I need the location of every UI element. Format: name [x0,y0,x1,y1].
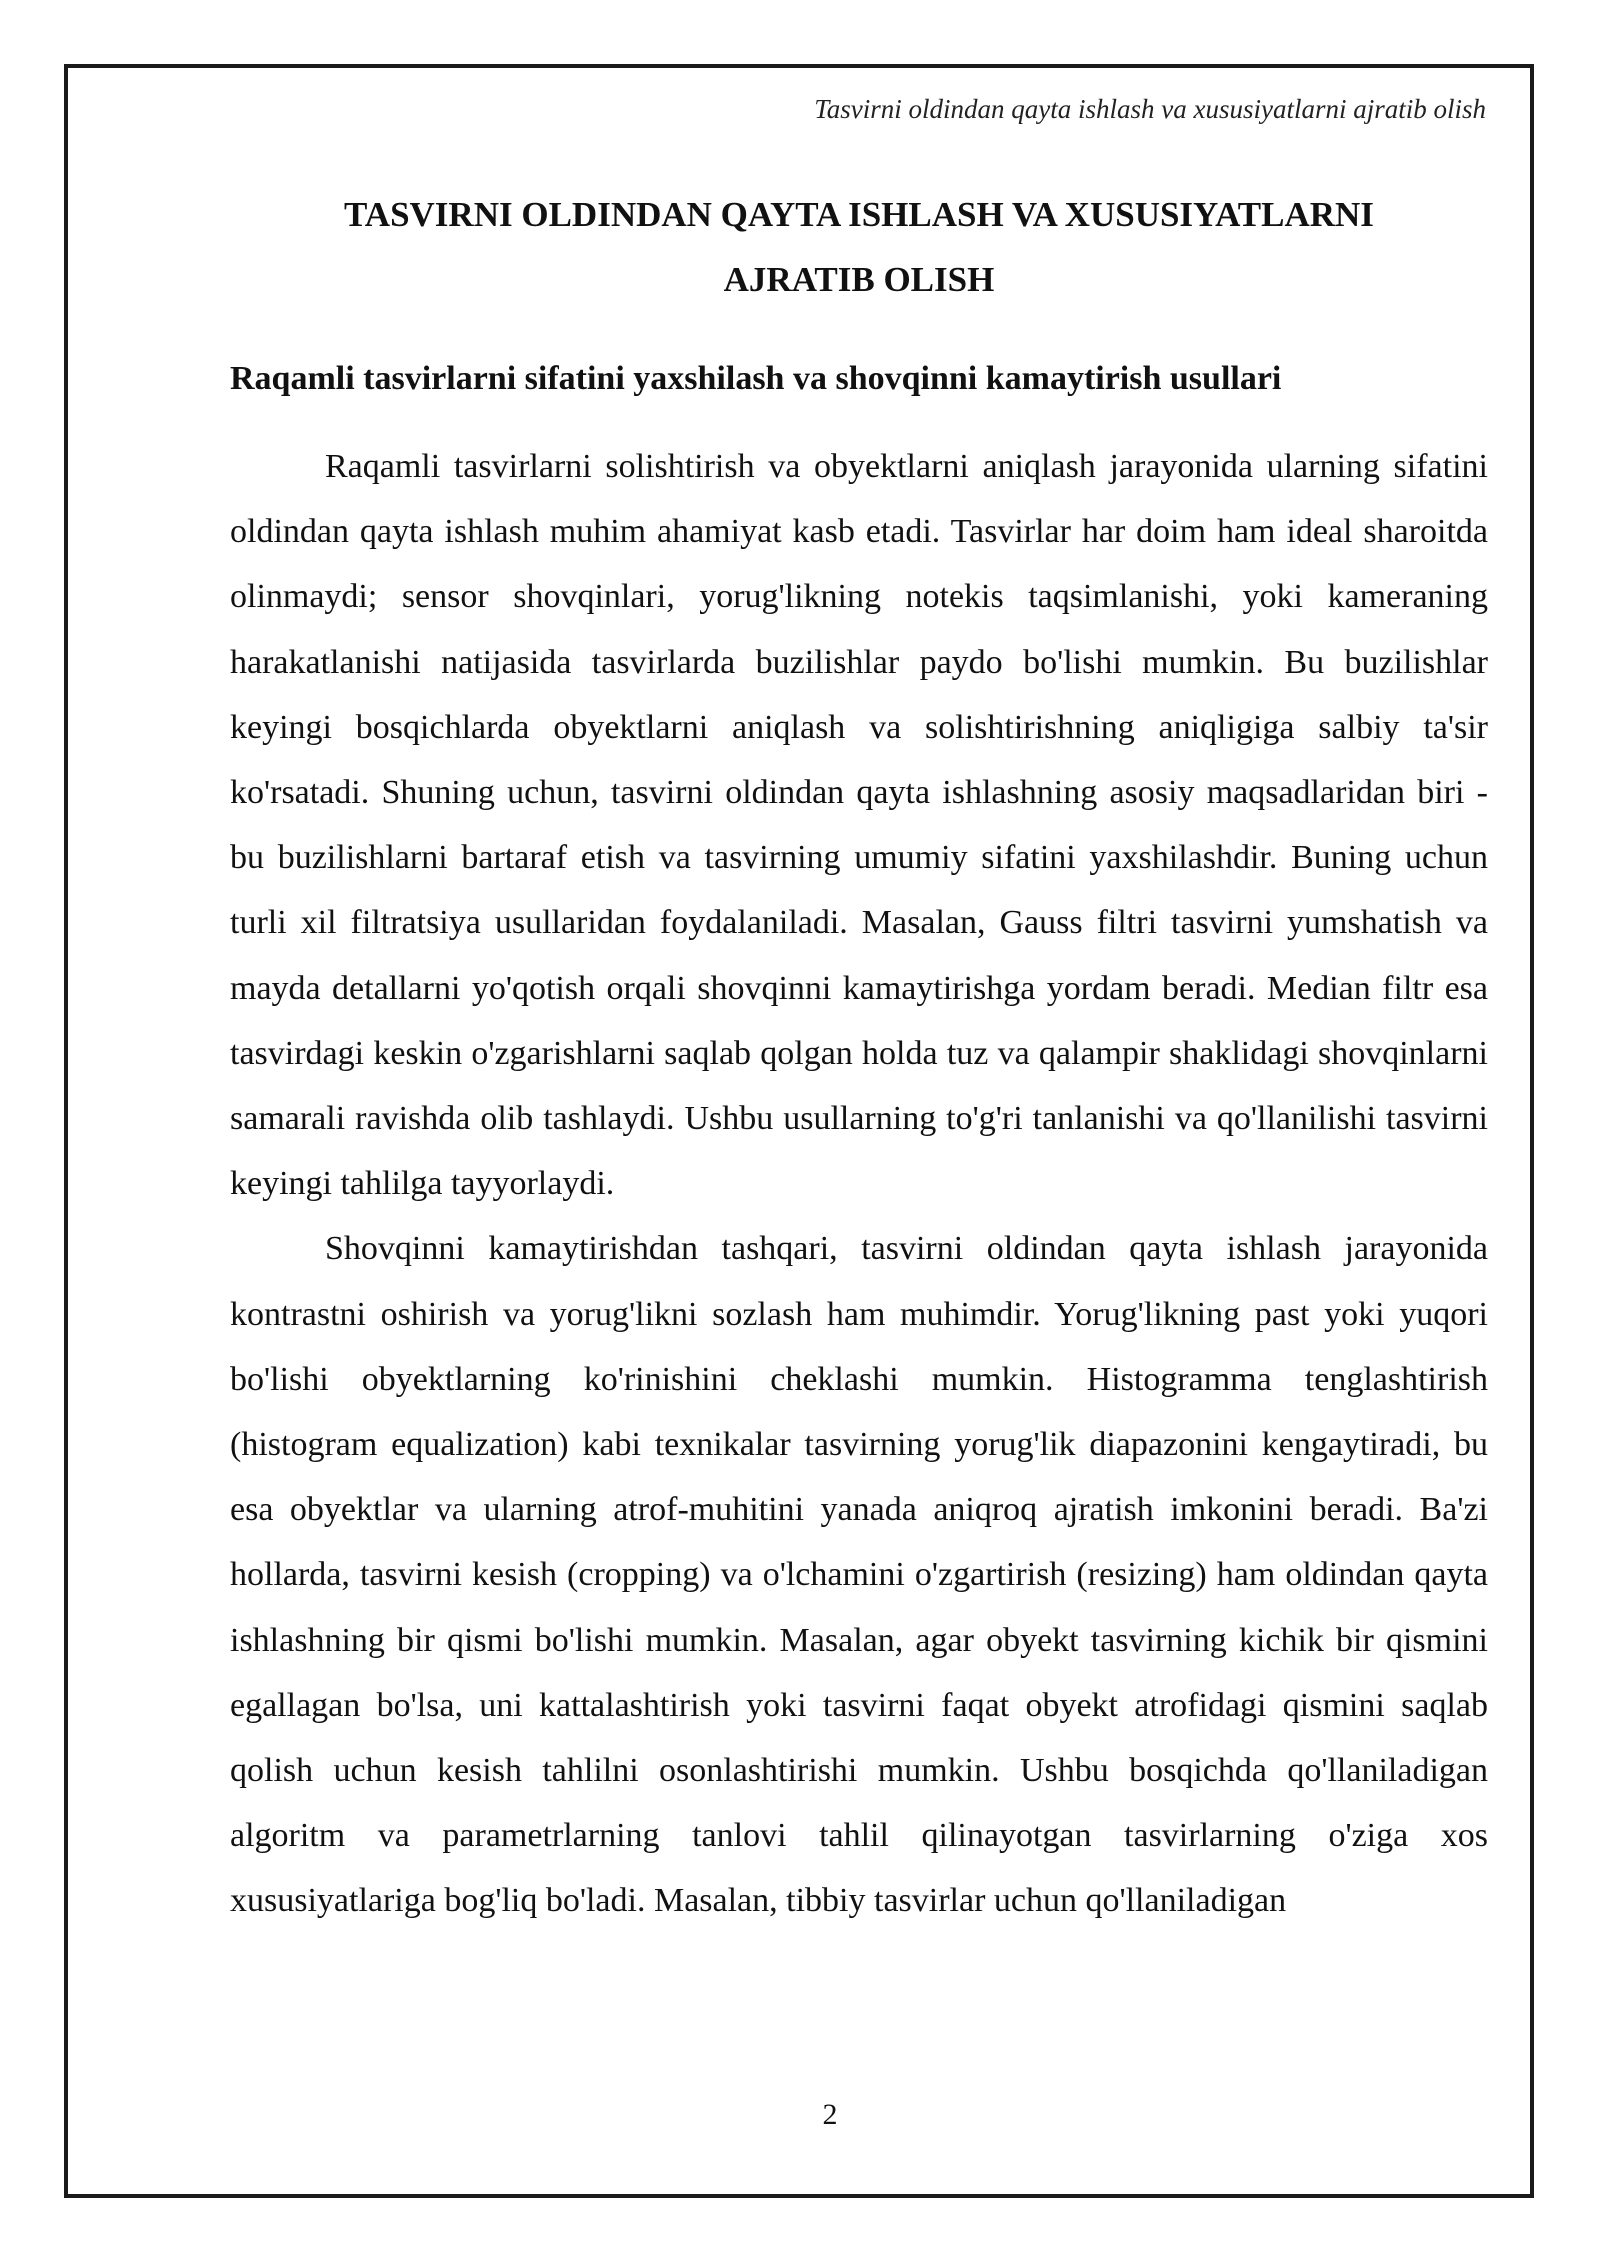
paragraph: Shovqinni kamaytirishdan tashqari, tasvirni oldindan qayta ishlash jarayonida kontrastni oshirish va yorug'likni sozlash ham muhimdir. Yorug'likning past yoki yuqori bo'lishi obyektlarning ko'rinishini cheklashi mumkin. Histogramma tenglashtirish (histogram equalization) kabi texnikalar tasvirning yorug'lik diapazonini kengaytiradi, bu esa obyektlar va ularning atrof-muhitini yanada aniqroq ajratish imkonini beradi. Ba'zi hollarda, tasvirni kesish (cropping) va o'lchamini o'zgartirish (resizing) ham oldindan qayta ishlashning bir qismi bo'lishi mumkin. Masalan, agar obyekt tasvirning kichik bir qismini egallagan bo'lsa, uni kattalashtirish yoki tasvirni faqat obyekt atrofidagi qismini saqlab qolish uchun kesish tahlilni osonlashtirishi mumkin. Ushbu bosqichda qo'llaniladigan algoritm va parametrlarning tanlovi tahlil qilinayotgan tasvirlarning o'ziga xos xususiyatlariga bog'liq bo'ladi. Masalan, tibbiy tasvirlar uchun qo'llaniladigan [230,1230,1488,1920]
body-text [230,434,1488,1934]
paragraph: Raqamli tasvirlarni solishtirish va obyektlarni aniqlash jarayonida ularning sifatini oldindan qayta ishlash muhim ahamiyat kasb etadi. Tasvirlar har doim ham ideal sharoitda olinmaydi; sensor shovqinlari, yorug'likning notekis taqsimlanishi, yoki kameraning harakatlanishi natijasida tasvirlarda buzilishlar paydo bo'lishi mumkin. Bu buzilishlar keyingi bosqichlarda obyektlarni aniqlash va solishtirishning aniqligiga salbiy ta'sir ko'rsatadi. Shuning uchun, tasvirni oldindan qayta ishlashning asosiy maqsadlaridan biri - bu buzilishlarni bartaraf etish va tasvirning umumiy sifatini yaxshilashdir. Buning uchun turli xil filtratsiya usullaridan foydalaniladi. Masalan, Gauss filtri tasvirni yumshatish va mayda detallarni yo'qotish orqali shovqinni kamaytirishga yordam beradi. Median filtr esa tasvirdagi keskin o'zgarishlarni saqlab qolgan holda tuz va qalampir shaklidagi shovqinlarni samarali ravishda olib tashlaydi. Ushbu usullarning to'g'ri tanlanishi va qo'llanilishi tasvirni keyingi tahlilga tayyorlaydi. [230,448,1488,1203]
document-title-line-1: TASVIRNI OLDINDAN QAYTA ISHLASH VA XUSUSIYATLARNI [344,195,1374,234]
section-heading: Raqamli tasvirlarni sifatini yaxshilash va shovqinni kamaytirish usullari [230,360,1282,397]
document-title-line-2: AJRATIB OLISH [723,260,995,299]
page-number: 2 [822,2098,838,2131]
document-title [230,182,1488,312]
running-header: Tasvirni oldindan qayta ishlash va xususiyatlarni ajratib olish [814,94,1486,124]
